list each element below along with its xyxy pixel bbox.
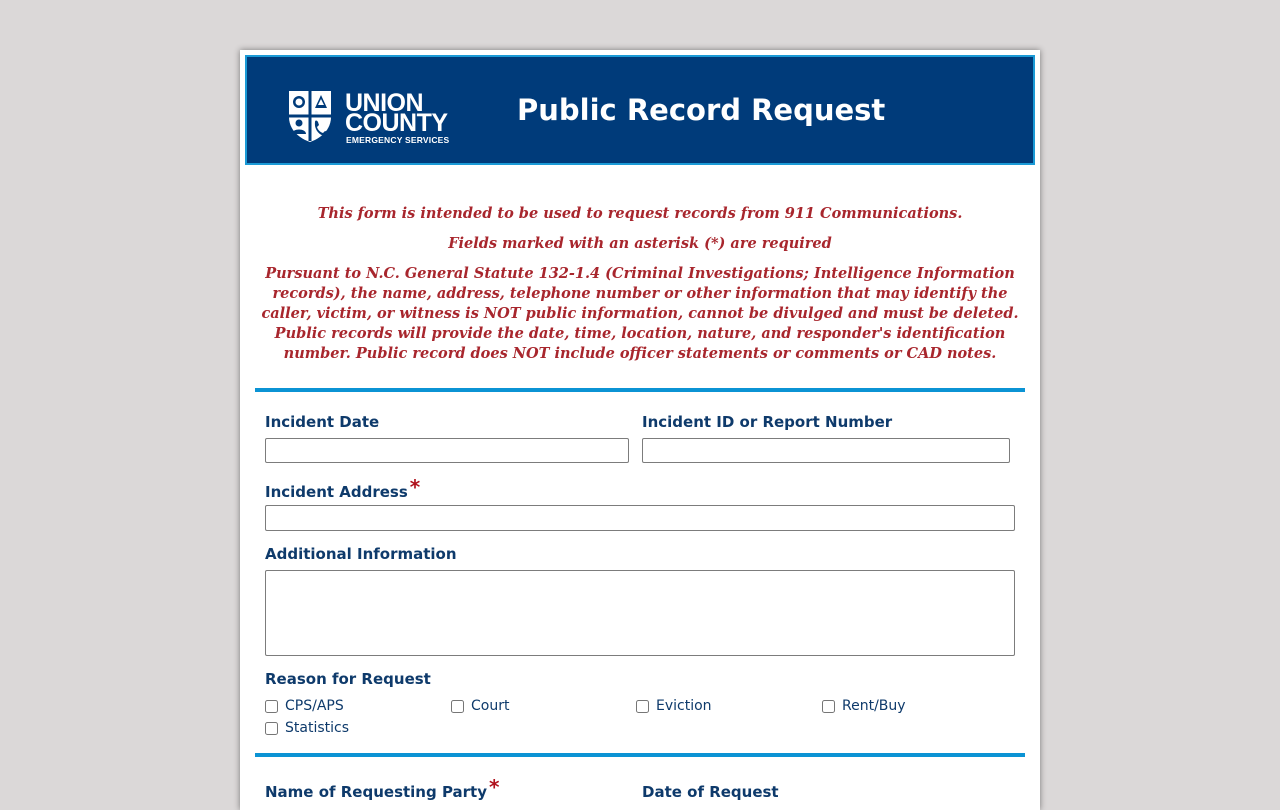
required-asterisk: * (489, 775, 500, 799)
reason-label-text: Reason for Request (265, 670, 431, 688)
incident-date-input[interactable] (265, 438, 629, 463)
incident-date-label (265, 413, 379, 431)
statistics-checkbox[interactable] (265, 722, 278, 735)
reason-option-statistics[interactable] (265, 720, 349, 736)
eviction-checkbox[interactable] (636, 700, 649, 713)
eviction-label: Eviction (656, 698, 712, 714)
court-checkbox[interactable] (451, 700, 464, 713)
required-asterisk: * (409, 475, 421, 499)
shield-logo-icon (287, 89, 333, 143)
logo-text-emergency-services: EMERGENCY SERVICES (346, 135, 450, 145)
requesting-party-label (265, 775, 500, 802)
statute-notice: Pursuant to N.C. General Statute 132-1.4 (Criminal Investigations; Intelligence Information records), the name, address, telephone number or other information that may identify the caller, victim, or witness is NOT public information, cannot be divulged and must be deleted. Public records will provide the date, time, location, nature, and responder's identification number. Public record does NOT include officer statements or comments or CAD notes. (261, 265, 1019, 362)
incident-address-label-text: Incident Address (265, 483, 408, 501)
page-title: Public Record Request (517, 93, 886, 127)
form-page (240, 50, 1040, 810)
incident-date-label-text: Incident Date (265, 413, 380, 431)
requesting-party-label-text: Name of Requesting Party (265, 783, 488, 801)
logo-text-county: COUNTY (345, 109, 448, 137)
union-county-logo (287, 89, 457, 145)
additional-info-textarea[interactable] (265, 570, 1015, 656)
logo-text-union: UNION (345, 89, 424, 117)
additional-info-label (265, 545, 457, 563)
reason-option-eviction[interactable] (636, 698, 712, 714)
date-of-request-label-text: Date of Request (642, 783, 779, 801)
reason-option-court[interactable] (451, 698, 509, 714)
statistics-label: Statistics (285, 720, 349, 736)
page-header (245, 55, 1035, 165)
intro-notice: This form is intended to be used to request records from 911 Communications. (317, 205, 963, 222)
rent-buy-checkbox[interactable] (822, 700, 835, 713)
section-divider (255, 388, 1025, 392)
section-divider (255, 753, 1025, 757)
rent-buy-label: Rent/Buy (842, 698, 906, 714)
reason-label (265, 670, 431, 688)
required-fields-notice: Fields marked with an asterisk (*) are required (448, 235, 832, 252)
court-label: Court (471, 698, 510, 714)
reason-option-rent-buy[interactable] (822, 698, 906, 714)
incident-address-input[interactable] (265, 505, 1015, 531)
additional-info-label-text: Additional Information (265, 545, 457, 563)
incident-id-input[interactable] (642, 438, 1010, 463)
incident-id-label-text: Incident ID or Report Number (642, 413, 893, 431)
incident-address-label (265, 475, 421, 502)
cps-aps-checkbox[interactable] (265, 700, 278, 713)
incident-id-label (642, 413, 892, 431)
date-of-request-label (642, 783, 779, 801)
cps-aps-label: CPS/APS (285, 698, 344, 714)
reason-option-cps-aps[interactable] (265, 698, 344, 714)
